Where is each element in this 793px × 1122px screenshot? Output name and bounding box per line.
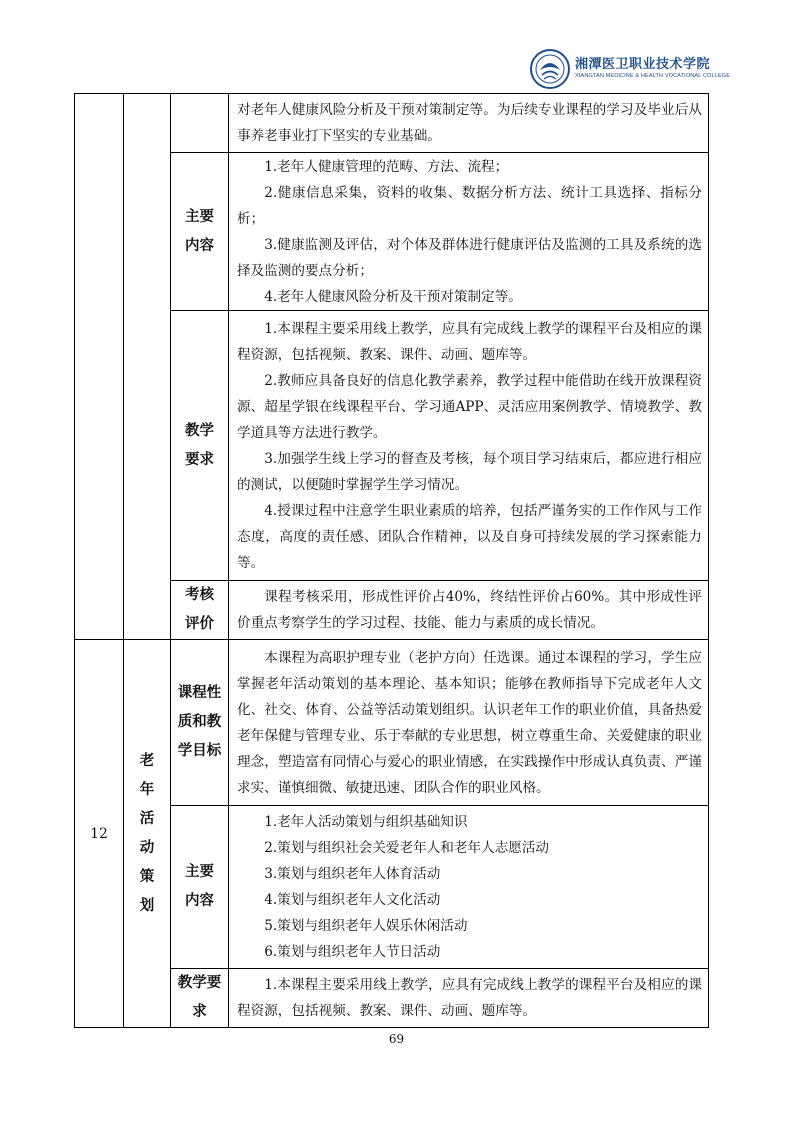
list-item: 4.策划与组织老年人文化活动 xyxy=(264,892,441,908)
course11-number-cell xyxy=(75,94,124,640)
course12-name: 老年活动策划 xyxy=(124,640,171,1028)
table-row xyxy=(75,153,709,311)
list-item: 1.老年人活动策划与组织基础知识 xyxy=(264,814,468,830)
course12-number: 12 xyxy=(75,640,124,1028)
college-emblem-icon xyxy=(529,48,571,90)
course11-teaching-label: 教学要求 xyxy=(171,311,229,581)
course11-assess-text: 课程考核采用，形成性评价占40%，终结性评价占60%。其中形成性评价重点考察学生的学习过程、技能、能力与素质的成长情况。 xyxy=(237,589,702,631)
list-item: 3.策划与组织老年人体育活动 xyxy=(264,866,441,882)
course12-goal-cell xyxy=(229,640,709,806)
course11-content-label: 主要内容 xyxy=(171,153,229,311)
list-item: 4.老年人健康风险分析及干预对策制定等。 xyxy=(264,288,522,305)
list-item: 1.老年人健康管理的范畴、方法、流程； xyxy=(264,158,509,175)
course12-content-label: 主要内容 xyxy=(171,806,229,969)
course12-teaching-text: 1.本课程主要采用线上教学，应具有完成线上教学的课程平台及相应的课程资源，包括视频、教案、课件、动画、题库等。 xyxy=(237,977,702,1019)
college-name-cn: 湘潭医卫职业技术学院 xyxy=(575,57,711,72)
course11-teaching-cell xyxy=(229,311,709,581)
college-name-en: XIANGTAN MEDICINE & HEALTH VOCATIONAL COLLEGE xyxy=(575,73,731,79)
list-item: 1.本课程主要采用线上教学，应具有完成线上教学的课程平台及相应的课程资源，包括视频、教案、课件、动画、题库等。 xyxy=(237,320,702,363)
course11-assess-cell xyxy=(229,581,709,640)
table-row xyxy=(75,94,709,153)
table-row xyxy=(75,311,709,581)
list-item: 2.健康信息采集，资料的收集、数据分析方法、统计工具选择、指标分析； xyxy=(237,184,702,227)
list-item: 4.授课过程中注意学生职业素质的培养，包括严谨务实的工作作风与工作态度，高度的责任感、团队合作精神，以及自身可持续发展的学习探索能力等。 xyxy=(237,502,702,571)
course12-teaching-cell xyxy=(229,969,709,1028)
course11-goal-cell xyxy=(229,94,709,153)
table-row xyxy=(75,969,709,1028)
course11-goal-label-cell xyxy=(171,94,229,153)
page-number: 69 xyxy=(388,1032,405,1046)
table-row xyxy=(75,640,709,806)
course11-goal-text: 对老年人健康风险分析及干预对策制定等。为后续专业课程的学习及毕业后从事养老事业打下坚实的专业基础。 xyxy=(237,102,702,144)
list-item: 3.加强学生线上学习的督查及考核，每个项目学习结束后，都应进行相应的测试，以便随时掌握学生学习情况。 xyxy=(237,450,702,493)
course11-assess-label: 考核评价 xyxy=(171,581,229,640)
table-row xyxy=(75,806,709,969)
course12-teaching-label: 教学要求 xyxy=(171,969,229,1028)
list-item: 2.策划与组织社会关爱老年人和老年人志愿活动 xyxy=(264,840,550,856)
list-item: 5.策划与组织老年人娱乐休闲活动 xyxy=(264,918,468,934)
course11-content-cell xyxy=(229,153,709,311)
course11-name-cell xyxy=(124,94,171,640)
list-item: 6.策划与组织老年人节日活动 xyxy=(264,944,441,960)
course12-content-cell xyxy=(229,806,709,969)
list-item: 2.教师应具备良好的信息化教学素养，教学过程中能借助在线开放课程资源、超星学银在线课程平台、学习通APP、灵活应用案例教学、情境教学、教学道具等方法进行教学。 xyxy=(237,372,702,441)
list-item: 3.健康监测及评估，对个体及群体进行健康评估及监测的工具及系统的选择及监测的要点分析； xyxy=(237,236,702,279)
course12-goal-label: 课程性质和教学目标 xyxy=(171,640,229,806)
college-logo xyxy=(529,46,769,92)
course12-goal-text: 本课程为高职护理专业（老护方向）任选课。通过本课程的学习，学生应掌握老年活动策划的基本理论、基本知识；能够在教师指导下完成老年人文化、社交、体育、公益等活动策划组织。认识老年工作的职业价值，具备热爱老年保健与管理专业、乐于奉献的专业思想，树立尊重生命、关爱健康的职业理念，塑造富有同情心与爱心的职业情感，在实践操作中形成认真负责、严谨求实、谨慎细微、敏捷迅速、团队合作的职业风格。 xyxy=(237,649,702,796)
course-table xyxy=(74,93,709,1028)
table-row xyxy=(75,581,709,640)
